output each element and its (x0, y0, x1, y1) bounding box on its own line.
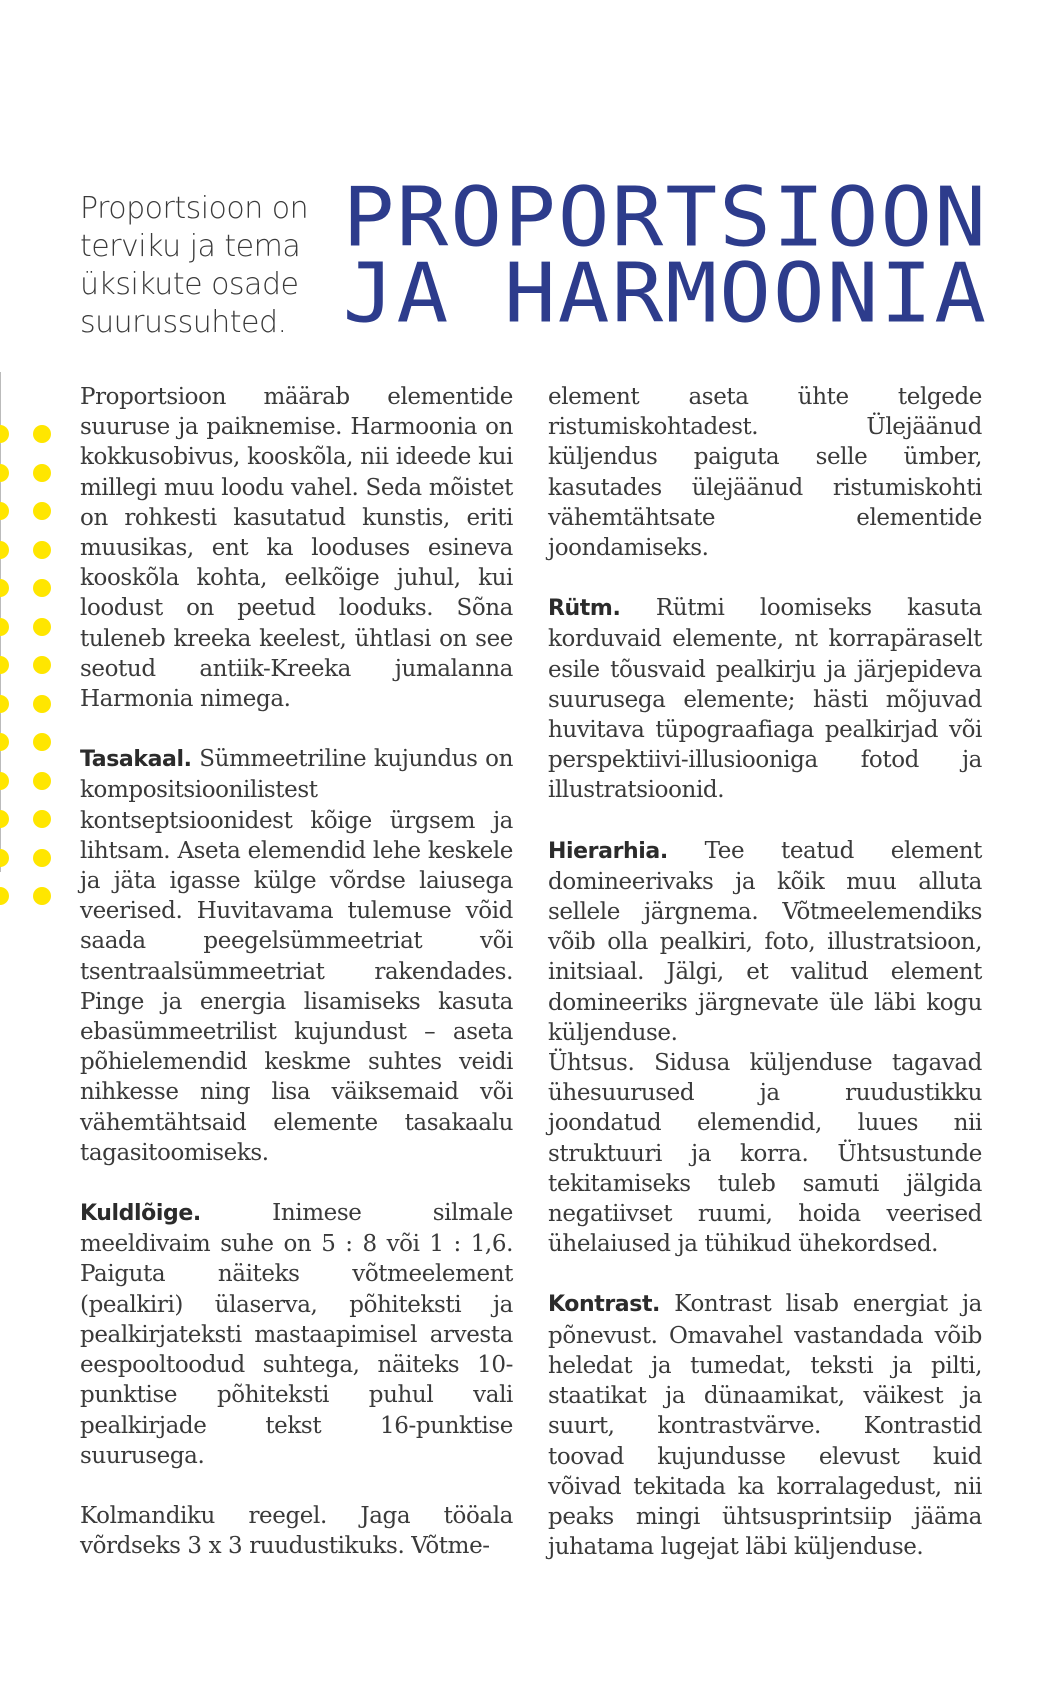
decorative-dot (33, 695, 51, 713)
decorative-dot (0, 810, 9, 828)
text-rutm: Rütmi loomiseks kasuta korduvaid elemente, nt korrapäraselt esile tõusvaid pealkirju ja järjepideva suurusega elemente; hästi mõjuvad huvitava tüpograafiaga pealkirjad või perspektiivi-illusiooniga fotod ja illustratsioonid. (548, 595, 982, 804)
text-tasakaal: Sümmeetriline kujundus on kompositsioonilistest kontseptsioonidest kõige ürgsem ja lihtsam. Aseta elemendid lehe keskele ja jäta igasse külge võrdse laiusega veerised. Huvitavama tulemuse võid saada peegelsümmeetriat või tsentraalsümmeetriat rakendades. Pinge ja energia lisamiseks kasuta ebasümmeetrilist kujundust – aseta põhielemendid keskme suhtes veidi nihkesse ning lisa väiksemaid või vähemtähtsaid elemente tasakaalu tagasitoomiseks. (80, 746, 513, 1166)
decorative-dot (0, 541, 9, 559)
decorative-dot (0, 656, 9, 674)
decorative-dot (0, 887, 9, 905)
decorative-dot (33, 464, 51, 482)
decorative-dot-pattern (0, 425, 60, 885)
decorative-dot (33, 733, 51, 751)
paragraph-uhtsus: Ühtsus. Sidusa küljenduse tagavad ühesuurused ja ruudustikku joondatud elemendid, luues nii struktuuri ja korra. Ühtsustunde tekitamiseks tuleb samuti jälgida negatiivset ruumi, hoida veerised ühelaiused ja tühikud ühekordsed. (548, 1050, 982, 1258)
paragraph-tasakaal (80, 744, 513, 1168)
decorative-dot (33, 502, 51, 520)
paragraph-kontrast (548, 1289, 982, 1562)
decorative-dot (0, 464, 9, 482)
decorative-dot (0, 618, 9, 636)
decorative-dot (0, 579, 9, 597)
paragraph-kuldloige (80, 1198, 513, 1471)
decorative-dot (0, 425, 9, 443)
decorative-dot (0, 733, 9, 751)
decorative-dot (0, 772, 9, 790)
page-title (342, 170, 988, 342)
heading-hierarhia: Hierarhia. (548, 838, 668, 864)
text-kuldloige: Inimese silmale meeldivaim suhe on 5 : 8 või 1 : 1,6. Paiguta näiteks võtmeelement (pealkiri) ülaserva, põhiteksti ja pealkirjateksti mastaapimisel arvesta eespooltoodud suhtega, näiteks 10-punktise põhiteksti puhul vali pealkirjade tekst 16-punktise suurusega. (80, 1200, 513, 1469)
paragraph-hierarhia (548, 836, 982, 1048)
decorative-dot (0, 502, 9, 520)
heading-tasakaal: Tasakaal. (80, 747, 192, 773)
decorative-dot (33, 849, 51, 867)
heading-kuldloige: Kuldlõige. (80, 1201, 201, 1227)
decorative-dot (33, 772, 51, 790)
paragraph-rutm (548, 593, 982, 805)
heading-kontrast: Kontrast. (548, 1292, 661, 1318)
title-line-1: PROPORTSIOON (342, 170, 988, 266)
text-hierarhia: Tee teatud element domineerivaks ja kõik muu alluta sellele järgnema. Võtmeelemendiks võib olla pealkiri, foto, illustratsioon, initsiaal. Jälgi, et valitud element domineeriks järgnevate üle läbi kogu küljenduse. (548, 837, 982, 1046)
decorative-dot (33, 541, 51, 559)
paragraph-kolmandik: Kolmandiku reegel. Jaga tööala võrdseks 3 x 3 ruudustikuks. Võtme- (80, 1502, 513, 1560)
paragraph-kolmandik-cont: element aseta ühte telgede ristumiskohtadest. Ülejäänud küljendus paiguta selle ümber, kasutades ülejäänud ristumiskohti vähemtähtsate elementide joondamiseks. (548, 384, 982, 562)
decorative-dot (0, 849, 9, 867)
text-column-left (80, 382, 513, 1561)
text-kontrast: Kontrast lisab energiat ja põnevust. Omavahel vastandada võib heledat ja tumedat, teksti ja pilti, staatikat ja dünaamikat, väikest ja suurt, kontrastvärve. Kontrastid toovad kujundusse elevust kuid võivad tekitada ka korralagedust, nii peaks mingi ühtsusprintsiip jääma juhatama lugejat läbi küljenduse. (548, 1291, 982, 1561)
decorative-dot (33, 425, 51, 443)
paragraph-proportsioon: Proportsioon määrab elementide suuruse ja paiknemise. Harmoonia on kokkusobivus, kooskõla, nii ideede kui millegi muu loodu vahel. Seda mõistet on rohkesti kasutatud kunstis, eriti muusikas, ent ka looduses esineva kooskõla kohta, eelkõige juhul, kui loodust on peetud looduks. Sõna tuleneb kreeka keelest, ühtlasi on see seotud antiik-Kreeka jumalanna Harmonia nimega. (80, 384, 513, 713)
decorative-dot (33, 810, 51, 828)
text-column-right (548, 382, 982, 1592)
decorative-dot (33, 656, 51, 674)
title-line-2: JA HARMOONIA (342, 246, 988, 342)
decorative-dot (33, 887, 51, 905)
heading-rutm: Rütm. (548, 596, 621, 622)
intro-text: Proportsioon on terviku ja tema üksikute osade suurussuhted. (80, 191, 309, 340)
decorative-dot (33, 618, 51, 636)
decorative-dot (0, 695, 9, 713)
decorative-dot (33, 579, 51, 597)
